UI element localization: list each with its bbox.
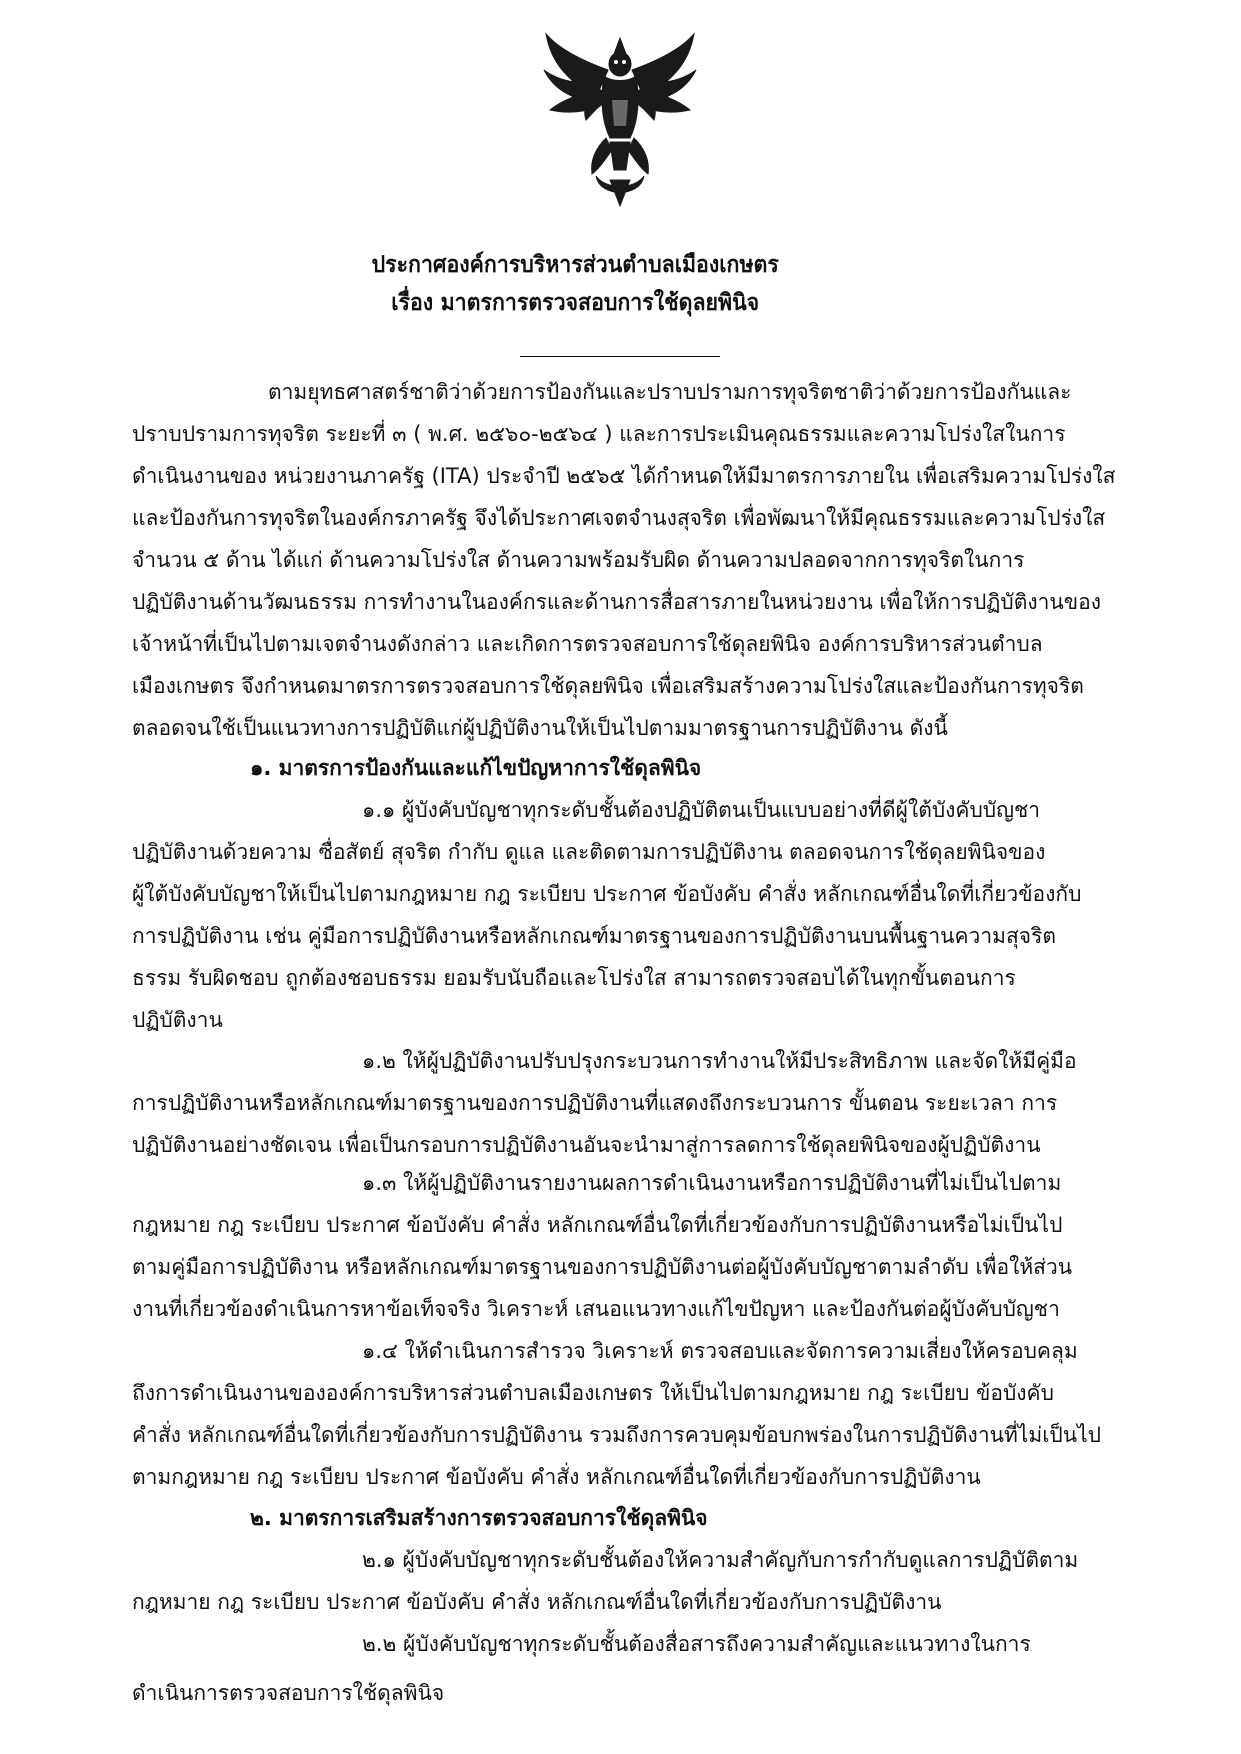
title-line-2: เรื่อง มาตรการตรวจสอบการใช้ดุลยพินิจ — [391, 290, 760, 316]
intro-line: เจ้าหน้าที่เป็นไปตามเจตจำนงดังกล่าว และเกิดการตรวจสอบการใช้ดุลยพินิจ องค์การบริหารส่วนตำบล — [132, 632, 1043, 656]
section-1-1-line: ๑.๑ ผู้บังคับบัญชาทุกระดับชั้นต้องปฏิบัติตนเป็นแบบอย่างที่ดีผู้ใต้บังคับบัญชา — [362, 798, 1041, 822]
intro-line: จำนวน ๕ ด้าน ได้แก่ ด้านความโปร่งใส ด้านความพร้อมรับผิด ด้านความปลอดจากการทุจริตในการ — [132, 548, 1025, 572]
announcement-title — [0, 246, 1241, 322]
section-2-heading: ๒. มาตรการเสริมสร้างการตรวจสอบการใช้ดุลพินิจ — [250, 1506, 708, 1530]
intro-line: ตลอดจนใช้เป็นแนวทางการปฏิบัติแก่ผู้ปฏิบัติงานให้เป็นไปตามมาตรฐานการปฏิบัติงาน ดังนี้ — [132, 716, 948, 740]
section-1-1-line: ผู้ใต้บังคับบัญชาให้เป็นไปตามกฎหมาย กฎ ระเบียบ ประกาศ ข้อบังคับ คำสั่ง หลักเกณฑ์อื่นใดที่เกี่ยวข้องกับ — [132, 882, 1082, 906]
section-1-1-line: ธรรม รับผิดชอบ ถูกต้องชอบธรรม ยอมรับนับถือและโปร่งใส สามารถตรวจสอบได้ในทุกขั้นตอนการ — [132, 966, 1016, 990]
section-1-1-line: ปฏิบัติงานด้วยความ ซื่อสัตย์ สุจริต กำกับ ดูแล และติดตามการปฏิบัติงาน ตลอดจนการใช้ดุลยพินิจของ — [132, 840, 1046, 864]
section-1-4-line: ๑.๔ ให้ดำเนินการสำรวจ วิเคราะห์ ตรวจสอบและจัดการความเสี่ยงให้ครอบคลุม — [362, 1339, 1078, 1363]
intro-line: ปราบปรามการทุจริต ระยะที่ ๓ ( พ.ศ. ๒๕๖๐-๒๕๖๔ ) และการประเมินคุณธรรมและความโปร่งใสในการ — [132, 422, 1066, 446]
section-2-2-line: ๒.๒ ผู้บังคับบัญชาทุกระดับชั้นต้องสื่อสารถึงความสำคัญและแนวทางในการ — [362, 1632, 1031, 1656]
section-1-2-line: ปฏิบัติงานอย่างชัดเจน เพื่อเป็นกรอบการปฏิบัติงานอันจะนำมาสู่การลดการใช้ดุลยพินิจของผู้ปฏิบัติงาน — [132, 1133, 1041, 1157]
section-1-4-line: ถึงการดำเนินงานขององค์การบริหารส่วนตำบลเมืองเกษตร ให้เป็นไปตามกฎหมาย กฎ ระเบียบ ข้อบังคับ — [132, 1381, 1054, 1405]
section-2-1-line: ๒.๑ ผู้บังคับบัญชาทุกระดับชั้นต้องให้ความสำคัญกับการกำกับดูแลการปฏิบัติตาม — [362, 1548, 1079, 1572]
section-1-3-line: กฎหมาย กฎ ระเบียบ ประกาศ ข้อบังคับ คำสั่ง หลักเกณฑ์อื่นใดที่เกี่ยวข้องกับการปฏิบัติงานหรือไม่เป็นไป — [132, 1213, 1063, 1237]
section-1-4-line: ตามกฎหมาย กฎ ระเบียบ ประกาศ ข้อบังคับ คำสั่ง หลักเกณฑ์อื่นใดที่เกี่ยวข้องกับการปฏิบัติงาน — [132, 1465, 981, 1489]
intro-line: ดำเนินงานของ หน่วยงานภาครัฐ (ITA) ประจำปี ๒๕๖๕ ได้กำหนดให้มีมาตรการภายใน เพื่อเสริมความโปร่งใส — [132, 464, 1116, 488]
section-1-4-line: คำสั่ง หลักเกณฑ์อื่นใดที่เกี่ยวข้องกับการปฏิบัติงาน รวมถึงการควบคุมข้อบกพร่องในการปฏิบัติงานที่ไม่เป็นไป — [132, 1423, 1101, 1447]
intro-line: และป้องกันการทุจริตในองค์กรภาครัฐ จึงได้ประกาศเจตจำนงสุจริต เพื่อพัฒนาให้มีคุณธรรมและความโปร่งใส — [132, 506, 1106, 530]
section-2-2-line: ดำเนินการตรวจสอบการใช้ดุลพินิจ — [132, 1681, 445, 1705]
section-1-1-line: ปฏิบัติงาน — [132, 1008, 223, 1032]
section-1-3-line: ตามคู่มือการปฏิบัติงาน หรือหลักเกณฑ์มาตรฐานของการปฏิบัติงานต่อผู้บังคับบัญชาตามลำดับ เพื่อให้ส่วน — [132, 1255, 1073, 1279]
title-divider — [520, 356, 720, 357]
section-2-1-line: กฎหมาย กฎ ระเบียบ ประกาศ ข้อบังคับ คำสั่ง หลักเกณฑ์อื่นใดที่เกี่ยวข้องกับการปฏิบัติงาน — [132, 1590, 942, 1614]
section-1-3-line: งานที่เกี่ยวข้องดำเนินการหาข้อเท็จจริง วิเคราะห์ เสนอแนวทางแก้ไขปัญหา และป้องกันต่อผู้บังคับบัญชา — [132, 1297, 1060, 1321]
intro-line: เมืองเกษตร จึงกำหนดมาตรการตรวจสอบการใช้ดุลยพินิจ เพื่อเสริมสร้างความโปร่งใสและป้องกันการทุจริต — [132, 674, 1084, 698]
intro-line: ปฏิบัติงานด้านวัฒนธรรม การทำงานในองค์กรและด้านการสื่อสารภายในหน่วยงาน เพื่อให้การปฏิบัติงานของ — [132, 590, 1101, 614]
section-1-2-line: การปฏิบัติงานหรือหลักเกณฑ์มาตรฐานของการปฏิบัติงานที่แสดงถึงกระบวนการ ขั้นตอน ระยะเวลา การ — [132, 1091, 1058, 1115]
intro-line: ตามยุทธศาสตร์ชาติว่าด้วยการป้องกันและปราบปรามการทุจริตชาติว่าด้วยการป้องกันและ — [268, 380, 1072, 404]
section-1-heading: ๑. มาตรการป้องกันและแก้ไขปัญหาการใช้ดุลพินิจ — [250, 756, 702, 780]
section-1-1-line: การปฏิบัติงาน เช่น คู่มือการปฏิบัติงานหรือหลักเกณฑ์มาตรฐานของการปฏิบัติงานบนพื้นฐานความสุจริต — [132, 924, 1056, 948]
garuda-emblem — [540, 30, 700, 210]
section-1-2-line: ๑.๒ ให้ผู้ปฏิบัติงานปรับปรุงกระบวนการทำงานให้มีประสิทธิภาพ และจัดให้มีคู่มือ — [362, 1049, 1077, 1073]
title-line-1: ประกาศองค์การบริหารส่วนตำบลเมืองเกษตร — [371, 252, 779, 278]
section-1-3-line: ๑.๓ ให้ผู้ปฏิบัติงานรายงานผลการดำเนินงานหรือการปฏิบัติงานที่ไม่เป็นไปตาม — [362, 1171, 1062, 1195]
